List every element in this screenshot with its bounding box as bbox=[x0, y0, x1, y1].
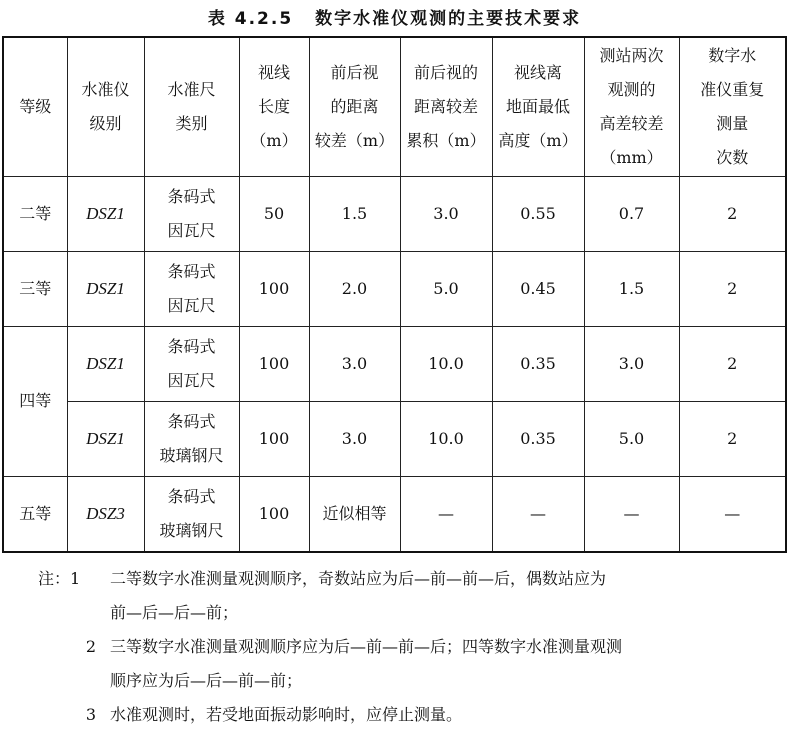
sight-cell: 100 bbox=[239, 251, 309, 326]
note-number: 2 bbox=[85, 637, 96, 656]
repeat-cell: 2 bbox=[679, 176, 786, 251]
column-header-line: 累积（m） bbox=[406, 130, 486, 150]
cum-cell: 5.0 bbox=[400, 251, 492, 326]
staff-line: 因瓦尺 bbox=[167, 295, 216, 315]
hdiff-cell: 0.7 bbox=[584, 176, 679, 251]
column-header-line: 测量 bbox=[716, 113, 749, 133]
column-header-line: 前后视 bbox=[330, 62, 379, 82]
staff-cell bbox=[144, 176, 239, 251]
staff-line: 玻璃钢尺 bbox=[159, 445, 224, 465]
note-item bbox=[38, 562, 783, 596]
column-header bbox=[400, 37, 492, 176]
staff-line: 条码式 bbox=[167, 186, 216, 206]
hdiff-cell: 5.0 bbox=[584, 401, 679, 476]
column-header bbox=[679, 37, 786, 176]
grade-cell: 二等 bbox=[3, 176, 67, 251]
staff-line: 条码式 bbox=[167, 486, 216, 506]
note-number: 3 bbox=[85, 705, 96, 724]
staff-line: 因瓦尺 bbox=[167, 220, 216, 240]
staff-line: 条码式 bbox=[167, 336, 216, 356]
staff-line: 条码式 bbox=[167, 411, 216, 431]
spec-table bbox=[2, 36, 787, 553]
column-header-line: 视线 bbox=[257, 62, 290, 82]
column-header-line: 高度（m） bbox=[498, 130, 578, 150]
column-header bbox=[3, 37, 67, 176]
diff-cell: 3.0 bbox=[309, 401, 400, 476]
staff-line: 条码式 bbox=[167, 261, 216, 281]
table-title bbox=[0, 4, 789, 29]
height-cell: 0.45 bbox=[492, 251, 584, 326]
note-number: 1 bbox=[70, 569, 81, 588]
staff-cell bbox=[144, 476, 239, 552]
cum-cell: 10.0 bbox=[400, 401, 492, 476]
table-row bbox=[3, 401, 786, 476]
column-header-line: 长度 bbox=[257, 96, 290, 116]
column-header-line: 等级 bbox=[19, 96, 52, 116]
column-header-line: 测站两次 bbox=[599, 45, 664, 65]
staff-cell bbox=[144, 326, 239, 401]
column-header-line: 级别 bbox=[89, 113, 122, 133]
hdiff-cell: 3.0 bbox=[584, 326, 679, 401]
grade-cell: 五等 bbox=[3, 476, 67, 552]
column-header-line: 观测的 bbox=[607, 79, 656, 99]
height-cell: 0.35 bbox=[492, 401, 584, 476]
column-header bbox=[67, 37, 144, 176]
header-row bbox=[3, 37, 786, 176]
column-header-line: 距离较差 bbox=[413, 96, 478, 116]
column-header bbox=[239, 37, 309, 176]
column-header-line: 数字水 bbox=[708, 45, 757, 65]
note-continuation: 顺序应为后—后—前—前； bbox=[110, 671, 303, 690]
diff-cell: 2.0 bbox=[309, 251, 400, 326]
note-item bbox=[38, 630, 783, 664]
hdiff-cell: — bbox=[584, 476, 679, 552]
repeat-cell: 2 bbox=[679, 326, 786, 401]
column-header-line: 准仪重复 bbox=[700, 79, 765, 99]
instrument-cell: DSZ1 bbox=[67, 401, 144, 476]
column-header-line: （mm） bbox=[600, 147, 663, 167]
diff-cell: 近似相等 bbox=[309, 476, 400, 552]
diff-cell: 3.0 bbox=[309, 326, 400, 401]
staff-cell bbox=[144, 251, 239, 326]
height-cell: — bbox=[492, 476, 584, 552]
staff-cell bbox=[144, 401, 239, 476]
sight-cell: 100 bbox=[239, 326, 309, 401]
hdiff-cell: 1.5 bbox=[584, 251, 679, 326]
column-header-line: （m） bbox=[250, 130, 298, 150]
table-number: 表 4.2.5 bbox=[207, 9, 294, 29]
repeat-cell: — bbox=[679, 476, 786, 552]
repeat-cell: 2 bbox=[679, 251, 786, 326]
note-continuation: 前—后—后—前； bbox=[110, 603, 239, 622]
column-header bbox=[309, 37, 400, 176]
staff-line: 玻璃钢尺 bbox=[159, 520, 224, 540]
grade-cell: 三等 bbox=[3, 251, 67, 326]
note-text: 二等数字水准测量观测顺序，奇数站应为后—前—前—后，偶数站应为 bbox=[110, 569, 607, 588]
note-prefix-text: 注： bbox=[38, 569, 71, 588]
table-row bbox=[3, 176, 786, 251]
column-header-line: 水准尺 bbox=[167, 79, 216, 99]
sight-cell: 100 bbox=[239, 401, 309, 476]
column-header-line: 类别 bbox=[175, 113, 208, 133]
column-header-line: 次数 bbox=[716, 147, 749, 167]
note-text: 三等数字水准测量观测顺序应为后—前—前—后；四等数字水准测量观测 bbox=[110, 637, 623, 656]
table-row bbox=[3, 251, 786, 326]
column-header-line: 水准仪 bbox=[81, 79, 130, 99]
cum-cell: 3.0 bbox=[400, 176, 492, 251]
staff-line: 因瓦尺 bbox=[167, 370, 216, 390]
table-row bbox=[3, 476, 786, 552]
instrument-cell: DSZ1 bbox=[67, 176, 144, 251]
height-cell: 0.35 bbox=[492, 326, 584, 401]
column-header-line: 的距离 bbox=[330, 96, 379, 116]
note-prefix bbox=[38, 562, 110, 596]
instrument-cell: DSZ1 bbox=[67, 251, 144, 326]
grade-cell: 四等 bbox=[3, 326, 67, 476]
notes-section bbox=[38, 562, 783, 732]
repeat-cell: 2 bbox=[679, 401, 786, 476]
column-header-line: 高差较差 bbox=[599, 113, 664, 133]
table-row bbox=[3, 326, 786, 401]
diff-cell: 1.5 bbox=[309, 176, 400, 251]
column-header-line: 地面最低 bbox=[505, 96, 570, 116]
column-header-line: 前后视的 bbox=[413, 62, 478, 82]
sight-cell: 50 bbox=[239, 176, 309, 251]
column-header-line: 较差（m） bbox=[314, 130, 395, 150]
cum-cell: 10.0 bbox=[400, 326, 492, 401]
cum-cell: — bbox=[400, 476, 492, 552]
column-header bbox=[584, 37, 679, 176]
note-text: 水准观测时，若受地面振动影响时，应停止测量。 bbox=[110, 705, 463, 724]
instrument-cell: DSZ1 bbox=[67, 326, 144, 401]
table-caption: 数字水准仪观测的主要技术要求 bbox=[315, 9, 582, 29]
column-header bbox=[144, 37, 239, 176]
column-header bbox=[492, 37, 584, 176]
sight-cell: 100 bbox=[239, 476, 309, 552]
column-header-line: 视线离 bbox=[513, 62, 562, 82]
instrument-cell: DSZ3 bbox=[67, 476, 144, 552]
note-item bbox=[38, 698, 783, 732]
height-cell: 0.55 bbox=[492, 176, 584, 251]
